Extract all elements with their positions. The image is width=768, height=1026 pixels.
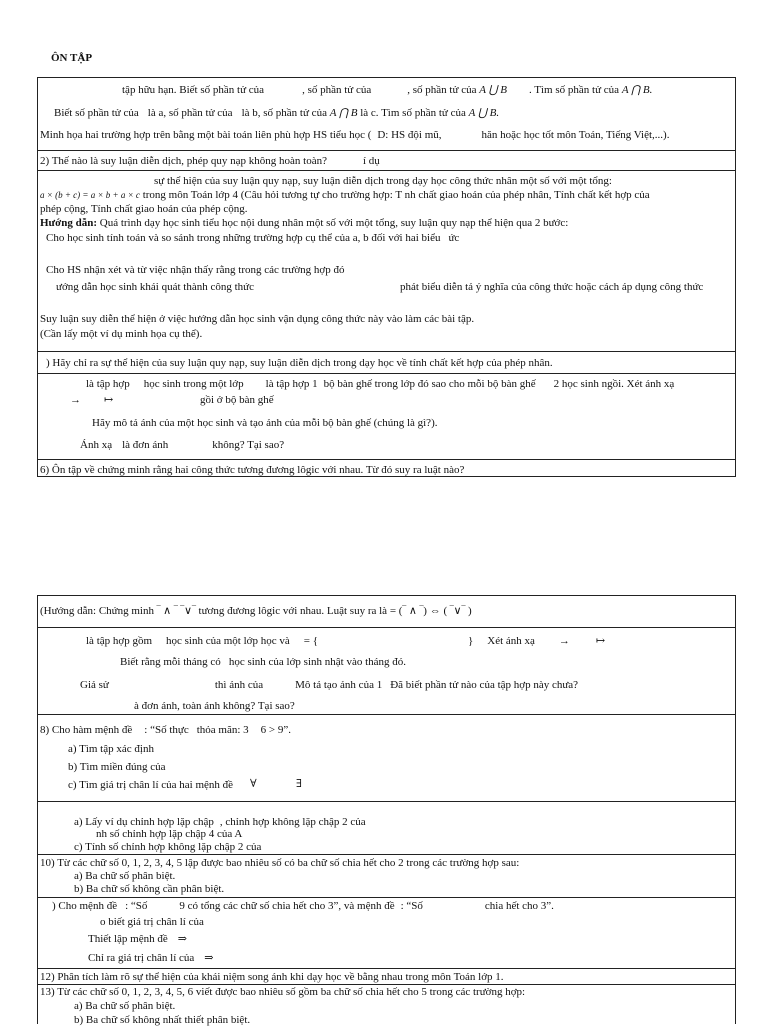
q10-b: b) Ba chữ số không cần phân biệt. [74, 883, 225, 895]
q3-step1 [46, 232, 459, 244]
q5-l1c: là tập hợp 1 [265, 378, 318, 390]
q2-prompt3: í dụ [362, 155, 380, 167]
q2-text [40, 155, 380, 167]
q6b-l1c: tương đương lôgic với nhau. Luật suy ra là [198, 605, 388, 617]
question-2 [38, 150, 735, 170]
q1-line1b: , số phần tử của [302, 84, 372, 96]
q7-line2 [120, 656, 406, 668]
q8-line1 [40, 724, 291, 736]
question-9 [38, 801, 735, 854]
q11-l1e: chia hết cho 3”. [484, 900, 554, 912]
q4-prompt: ) Hãy chỉ ra sự thể hiện của suy luận quy nạp, suy luận diễn dịch trong dạy học về tính chất kết hợp của phép nhân. [46, 357, 553, 369]
q5-l1e: 2 học sinh ngồi. Xét ánh xạ [553, 378, 675, 390]
question-8 [38, 714, 735, 801]
q13-b: b) Ba chữ số không nhất thiết phân biệt. [74, 1014, 251, 1026]
q7-l1e: Xét ánh xạ [487, 635, 535, 647]
question-3 [38, 170, 735, 351]
q11-l1d: : “Số [400, 900, 423, 912]
q9-a-text: a) Lấy ví dụ chỉnh hợp lặp chập [74, 816, 214, 828]
q9-a [74, 816, 366, 828]
q6b-line [40, 605, 472, 617]
q3-deduct: Suy luận suy diễn thể hiện ở việc hướng dẫn học sinh vận dụng công thức này vào làm các bài tập. [40, 313, 475, 325]
question-box-bottom [37, 595, 736, 1024]
q7-l3d: Đã biết phần tử nào của tập hợp này chưa? [390, 679, 579, 691]
page-title: ÔN TẬP [51, 52, 93, 64]
q7-l1b: học sinh của một lớp học và [166, 635, 290, 647]
question-10 [38, 854, 735, 897]
q8-l1c: thỏa mãn: 3 [196, 724, 249, 736]
q11-l4: Chỉ ra giá trị chân lí của [88, 952, 195, 964]
q11-line1 [52, 900, 554, 912]
q5-l1a: là tập hợp [86, 378, 130, 390]
q11-l3b: ⇒ [177, 933, 187, 945]
q9-a2: , chỉnh hợp không lặp chập 2 của [219, 816, 366, 828]
q5-l1b: học sinh trong một lớp [143, 378, 244, 390]
q8-l1d: 6 > 9”. [260, 724, 292, 736]
q3-guide-label: Hướng dẫn: [40, 217, 98, 229]
q1-line3a: Minh họa hai trường hợp trên bằng một bài toán liên phù hợp HS tiểu học ( [40, 129, 372, 141]
q1-line3 [40, 129, 669, 141]
q7-line4: à đơn ánh, toàn ánh không? Tại sao? [134, 700, 295, 712]
q3-formula: a × (b + c) = a × b + a × c [40, 190, 140, 200]
q5-l4a: Ánh xạ [80, 439, 113, 451]
q1-line1e: . Tìm số phần tử của [528, 84, 620, 96]
q6-prompt: 6) Ôn tập về chứng minh rằng hai công thức tương đương lôgic với nhau. Từ đó suy ra luật nào? [40, 464, 465, 476]
q3-line2 [40, 189, 650, 201]
q11-l4b: ⇒ [204, 952, 214, 964]
question-4 [38, 351, 735, 373]
q10-a: a) Ba chữ số phân biệt. [74, 870, 176, 882]
q7-l2b: học sinh của lớp sinh nhật vào tháng đó. [228, 656, 407, 668]
q3-note: (Cần lấy một ví dụ minh họa cụ thể). [40, 328, 203, 340]
q3-step3b: phát biểu diễn tả ý nghĩa của công thức hoặc cách áp dụng công thức [400, 281, 704, 293]
q3-step2: Cho HS nhận xét và từ việc nhận thấy rằng trong các trường hợp đó [46, 264, 345, 276]
q1-line3c: hăn hoặc học tốt môn Toán, Tiếng Việt,...). [481, 129, 670, 141]
q9-c: c) Tính số chỉnh hợp không lặp chập 2 của [74, 841, 262, 853]
q7-l1c: = { [303, 635, 318, 647]
q1-intersect: A ⋂ B. [621, 84, 653, 96]
q11-l3: Thiết lập mệnh đề [88, 933, 168, 945]
q5-line4 [80, 439, 284, 451]
q11-l1a: ) Cho mệnh đề [52, 900, 118, 912]
q5-line3: Hãy mô tả ánh của một học sinh và tạo ảnh của mỗi bộ bàn ghế (chúng là gì?). [92, 417, 438, 429]
question-13 [38, 984, 735, 1025]
q6b-law: = (‾ ∧ ‾) ⇔ ( ‾∨‾ ) [389, 605, 472, 617]
q11-line2: o biết giá trị chân lí của [100, 916, 204, 928]
q1-line2a: Biết số phần tử của [54, 107, 139, 119]
q3-line2-text: trong môn Toán lớp 4 (Câu hỏi tương tự cho trường hợp: T nh chất giao hoán của phép nhân, Tính chất kết hợp của [142, 189, 650, 201]
q8-c: c) Tìm giá trị chân lí của hai mệnh đề [68, 779, 234, 791]
q3-line3: phép cộng, Tính chất giao hoán của phép cộng. [40, 203, 248, 215]
q5-arrow: → [70, 394, 81, 406]
q8-a: a) Tìm tập xác định [68, 743, 154, 755]
q3-guide-text: Quá trình dạy học sinh tiểu học nội dung nhân một số với một tổng, suy luận quy nạp thể hiện qua 2 bước: [99, 217, 569, 229]
q7-l1d: } [467, 635, 474, 647]
q8-l1a: 8) Cho hàm mệnh đề [40, 724, 133, 736]
q3-line1: sự thể hiện của suy luận quy nạp, suy luận diễn dịch trong dạy học công thức nhân một số với một tổng: [154, 175, 612, 187]
question-6 [38, 459, 735, 478]
q11-l1b: : “Số [125, 900, 148, 912]
q1-line2b: là a, số phần tử của [147, 107, 233, 119]
q9-b: nh số chỉnh hợp lặp chập 4 của A [96, 828, 243, 840]
q11-line3 [88, 933, 187, 945]
q7-l3b: thì ảnh của [214, 679, 264, 691]
q3-step1b: ức [448, 232, 460, 244]
q8-b: b) Tìm miền đúng của [68, 761, 166, 773]
q8-l1b: : “Số thực [144, 724, 189, 736]
q2-prompt2: suy luận diễn dịch, phép quy nạp không hoàn toàn? [100, 155, 327, 167]
q1-line1c: , số phần tử của [407, 84, 477, 96]
q5-l4c: không? Tại sao? [212, 439, 285, 451]
q5-line1 [86, 378, 674, 390]
question-5 [38, 373, 735, 459]
q1-intersect2: A ⋂ B [329, 107, 358, 119]
q1-union2: A ⋃ B. [468, 107, 500, 119]
q8-exists: ∃ [296, 778, 302, 790]
q10-prompt: 10) Từ các chữ số 0, 1, 2, 3, 4, 5 lập được bao nhiêu số có ba chữ số chia hết cho 2 trong các trường hợp sau: [40, 857, 520, 869]
q7-l1a: là tập hợp gồm [86, 635, 152, 647]
question-11 [38, 897, 735, 968]
q1-line1a: tập hữu hạn. Biết số phần tử của [122, 84, 265, 96]
q1-line2c: là b, số phần tử của [241, 107, 327, 119]
question-7 [38, 627, 735, 714]
q7-l2: Biết rằng mỗi tháng có [120, 656, 221, 668]
q1-line2e: là c. Tìm số phần tử của [360, 107, 466, 119]
q1-line2 [54, 107, 499, 119]
question-1 [38, 78, 735, 150]
question-box-top [37, 77, 736, 477]
q3-step3a: ướng dẫn học sinh khái quát thành công thức [56, 281, 254, 293]
question-6-guide [38, 596, 735, 627]
q7-line3 [80, 679, 578, 691]
q12-prompt: 12) Phân tích làm rõ sự thể hiện của khái niệm song ánh khi dạy học về bằng nhau trong môn Toán lớp 1. [40, 971, 504, 983]
q7-arrow: → [558, 635, 570, 647]
q13-prompt: 13) Từ các chữ số 0, 1, 2, 3, 4, 5, 6 viết được bao nhiêu số gồm ba chữ số chia hết cho 5 trong các trường hợp: [40, 986, 526, 998]
q1-text [122, 84, 652, 96]
q5-l1d: bộ bàn ghế trong lớp đó sao cho mỗi bộ bàn ghế [323, 378, 536, 390]
q5-line2: gồi ở bộ bàn ghế [200, 394, 274, 406]
q13-a: a) Ba chữ số phân biệt. [74, 1000, 176, 1012]
q5-maps: ↦ [104, 394, 114, 406]
q8-forall: ∀ [250, 778, 257, 790]
q3-guide [40, 217, 568, 229]
q7-maps: ↦ [595, 635, 606, 647]
q11-l1c: 9 có tổng các chữ số chia hết cho 3”, và mệnh đề [179, 900, 395, 912]
q7-l3c: Mô tả tạo ảnh của 1 [295, 679, 383, 691]
q11-line4 [88, 952, 214, 964]
q7-line1 [86, 635, 605, 647]
q1-union: A ⋃ B [479, 84, 507, 96]
q5-l4b: là đơn ánh [122, 439, 169, 451]
q6b-formula: ‾ ∧ ‾ ‾∨‾ [156, 605, 196, 617]
q1-line3b: D: HS đội mũ, [377, 129, 442, 141]
q7-l3a: Giả sử [80, 679, 109, 691]
q3-step1-text: Cho học sinh tính toán và so sánh trong những trường hợp cụ thể của a, b đối với hai biểu [46, 232, 441, 244]
q2-prompt: 2) Thế nào là [40, 155, 99, 167]
question-12 [38, 968, 735, 984]
q6b-l1a: (Hướng dẫn: Chứng minh [40, 605, 154, 617]
